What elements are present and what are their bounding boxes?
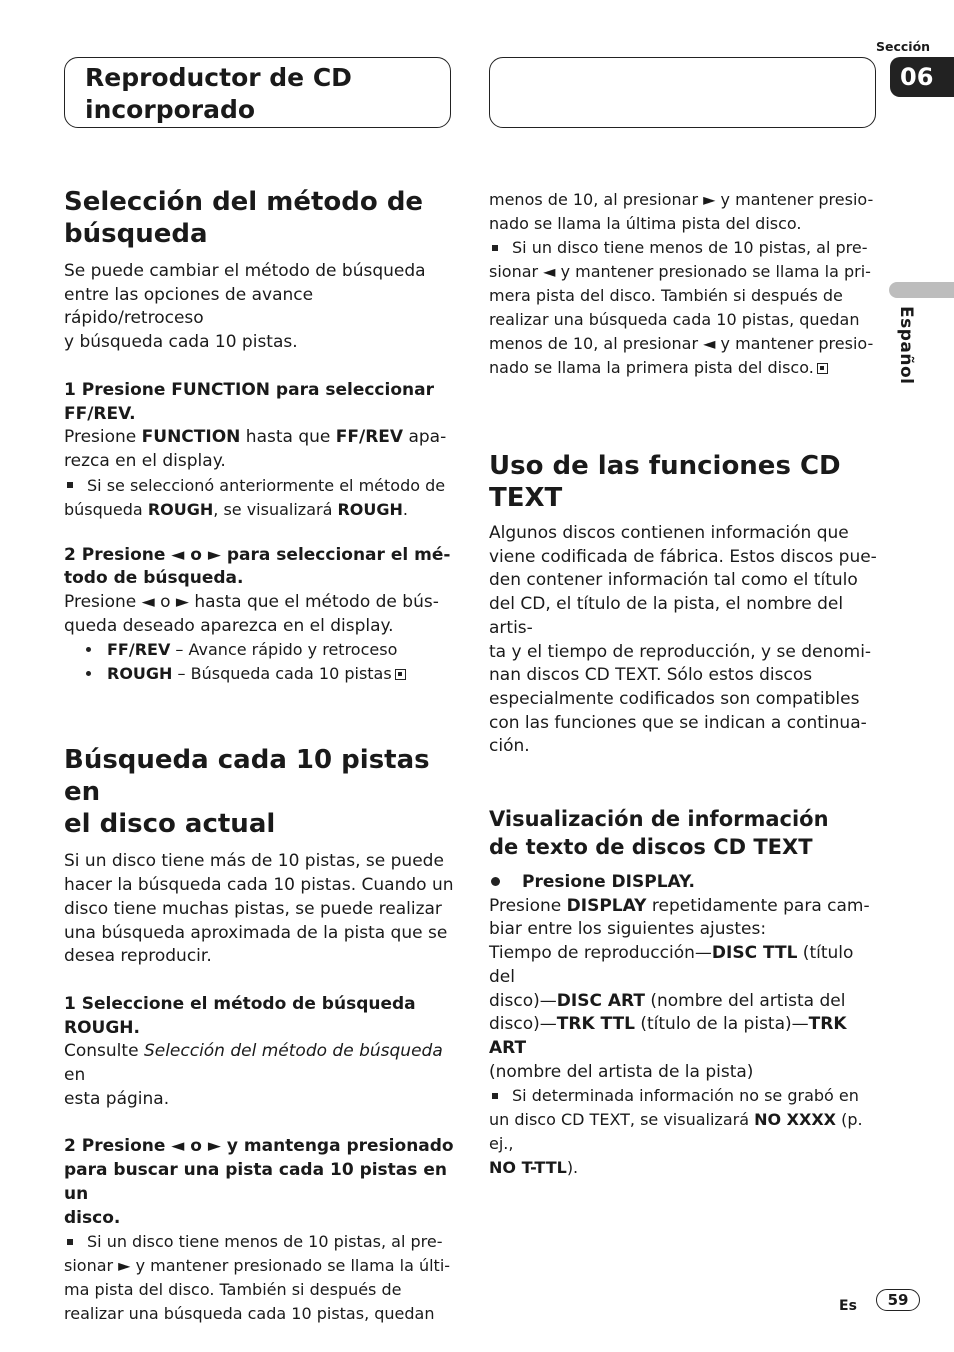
step-body: Tiempo de reproducción—DISC TTL (título del [489, 943, 854, 987]
bullet-icon [86, 647, 91, 652]
end-mark-icon [817, 363, 828, 374]
step-title: 2 Presione ◄ o ► y mantenga presionado [64, 1136, 454, 1157]
step-title: 1 Presione FUNCTION para seleccionar [64, 379, 434, 400]
text-line: ta y el tiempo de reproducción, y se denomi- [489, 641, 872, 662]
language-label: Español [896, 306, 916, 385]
text-line: Algunos discos contienen información que [489, 523, 849, 543]
step-1 [64, 379, 454, 522]
note: Si se seleccionó anteriormente el método de [64, 474, 454, 498]
heading-line: Selección del método de [64, 187, 424, 217]
footer-language-code: Es [839, 1298, 857, 1314]
note: un disco CD TEXT, se visualizará NO XXXX (p. ej., [489, 1110, 863, 1154]
note: menos de 10, al presionar ► y mantener presio- [489, 190, 874, 209]
step-title: Presione DISPLAY. [489, 871, 881, 895]
text-line: del CD, el título de la pista, el nombre del artis- [489, 594, 844, 638]
note: búsqueda ROUGH, se visualizará ROUGH. [64, 499, 408, 519]
step-title: todo de búsqueda. [64, 568, 244, 589]
text-line: hacer la búsqueda cada 10 pistas. Cuando un [64, 875, 454, 896]
intro-paragraph [64, 850, 454, 969]
note: nado se llama la primera pista del disco. [489, 356, 881, 380]
text-line: viene codificada de fábrica. Estos discos pue- [489, 546, 877, 567]
section-label: Sección [876, 39, 931, 54]
text-line: y búsqueda cada 10 pistas. [64, 332, 298, 353]
chapter-title-line2: incorporado [85, 95, 256, 124]
note: sionar ◄ y mantener presionado se llama la pri- [489, 262, 871, 281]
page-number: 59 [876, 1289, 920, 1311]
note: Si un disco tiene menos de 10 pistas, al pre- [64, 1230, 454, 1254]
language-tab [889, 282, 954, 298]
text-line: Se puede cambiar el método de búsqueda [64, 261, 426, 281]
step-body: queda deseado aparezca en el display. [64, 615, 394, 636]
subheading-cd-text-display [489, 805, 881, 861]
note: mera pista del disco. También si después de [489, 286, 843, 305]
note: nado se llama la última pista del disco. [489, 214, 802, 233]
step-body: disco)—TRK TTL (título de la pista)—TRK ART [489, 1014, 847, 1058]
step-title: disco. [64, 1207, 121, 1228]
note: Si un disco tiene menos de 10 pistas, al pre- [489, 236, 881, 260]
heading-line: de texto de discos CD TEXT [489, 835, 813, 860]
step-title: 2 Presione ◄ o ► para seleccionar el mé- [64, 544, 451, 565]
step-body: esta página. [64, 1088, 170, 1109]
text-line: den contener información tal como el título [489, 570, 858, 591]
heading-search-method [64, 186, 454, 250]
step-body: disco)—DISC ART (nombre del artista del [489, 990, 846, 1011]
step-dot-icon [491, 877, 500, 886]
heading-line: Búsqueda cada 10 pistas en [64, 745, 430, 808]
text-line: especialmente codificados son compatibles [489, 688, 860, 709]
step-body: Consulte Selección del método de búsqueda en [64, 1041, 443, 1086]
empty-header-box [489, 57, 876, 128]
bullet-icon [86, 671, 91, 676]
step-3 [64, 993, 454, 1112]
heading-line: búsqueda [64, 219, 208, 249]
step-body: rezca en el display. [64, 450, 226, 471]
step-4 [64, 1135, 454, 1326]
step-display [489, 871, 881, 1180]
note: ma pista del disco. También si después de [64, 1280, 402, 1300]
text-line: ción. [489, 736, 530, 757]
step-title: ROUGH. [64, 1017, 140, 1038]
heading-line: el disco actual [64, 809, 276, 840]
step-title: 1 Seleccione el método de búsqueda [64, 993, 416, 1014]
step-body: (nombre del artista de la pista) [489, 1061, 754, 1082]
note: realizar una búsqueda cada 10 pistas, quedan [489, 310, 860, 329]
note-square-icon [492, 1093, 498, 1099]
text-line: nan discos CD TEXT. Sólo estos discos [489, 665, 813, 686]
left-column [64, 186, 454, 1326]
note: Si determinada información no se grabó en [489, 1084, 881, 1108]
text-line: una búsqueda aproximada de la pista que se [64, 922, 448, 943]
step-2 [64, 544, 454, 687]
note: NO T-TTL). [489, 1158, 579, 1178]
text-line: Si un disco tiene más de 10 pistas, se puede [64, 851, 444, 872]
chapter-title-box [64, 57, 451, 128]
chapter-title-line1: Reproductor de CD [85, 63, 352, 92]
text-line: entre las opciones de avance rápido/retroceso [64, 284, 314, 329]
note-square-icon [492, 245, 498, 251]
text-line: desea reproducir. [64, 946, 212, 967]
step-body: Presione ◄ o ► hasta que el método de bús- [64, 592, 439, 613]
step-body: Presione FUNCTION hasta que FF/REV apa- [64, 427, 447, 448]
note: sionar ► y mantener presionado se llama la últi- [64, 1256, 451, 1276]
heading-cd-text: Uso de las funciones CD TEXT [489, 451, 841, 513]
heading-line: Visualización de información [489, 807, 829, 832]
note-square-icon [67, 482, 73, 488]
bullet-item: FF/REV – Avance rápido y retroceso [64, 638, 454, 662]
note-square-icon [67, 1239, 73, 1245]
note: menos de 10, al presionar ◄ y mantener presio- [489, 334, 874, 353]
step-body: biar entre los siguientes ajustes: [489, 919, 767, 940]
intro-paragraph [489, 522, 881, 759]
section-number-badge: 06 [890, 57, 954, 97]
step-title: FF/REV. [64, 403, 136, 424]
intro-paragraph [64, 260, 454, 355]
step-title: para buscar una pista cada 10 pistas en un [64, 1160, 447, 1204]
end-mark-icon [395, 669, 406, 680]
heading-10-track-search [64, 744, 454, 840]
text-line: con las funciones que se indican a continua- [489, 712, 867, 733]
right-column [489, 188, 881, 1180]
bullet-item: ROUGH – Búsqueda cada 10 pistas [64, 662, 454, 686]
text-line: disco tiene muchas pistas, se puede realizar [64, 898, 442, 919]
note: realizar una búsqueda cada 10 pistas, quedan [64, 1304, 435, 1324]
step-body: Presione DISPLAY repetidamente para cam- [489, 895, 870, 916]
